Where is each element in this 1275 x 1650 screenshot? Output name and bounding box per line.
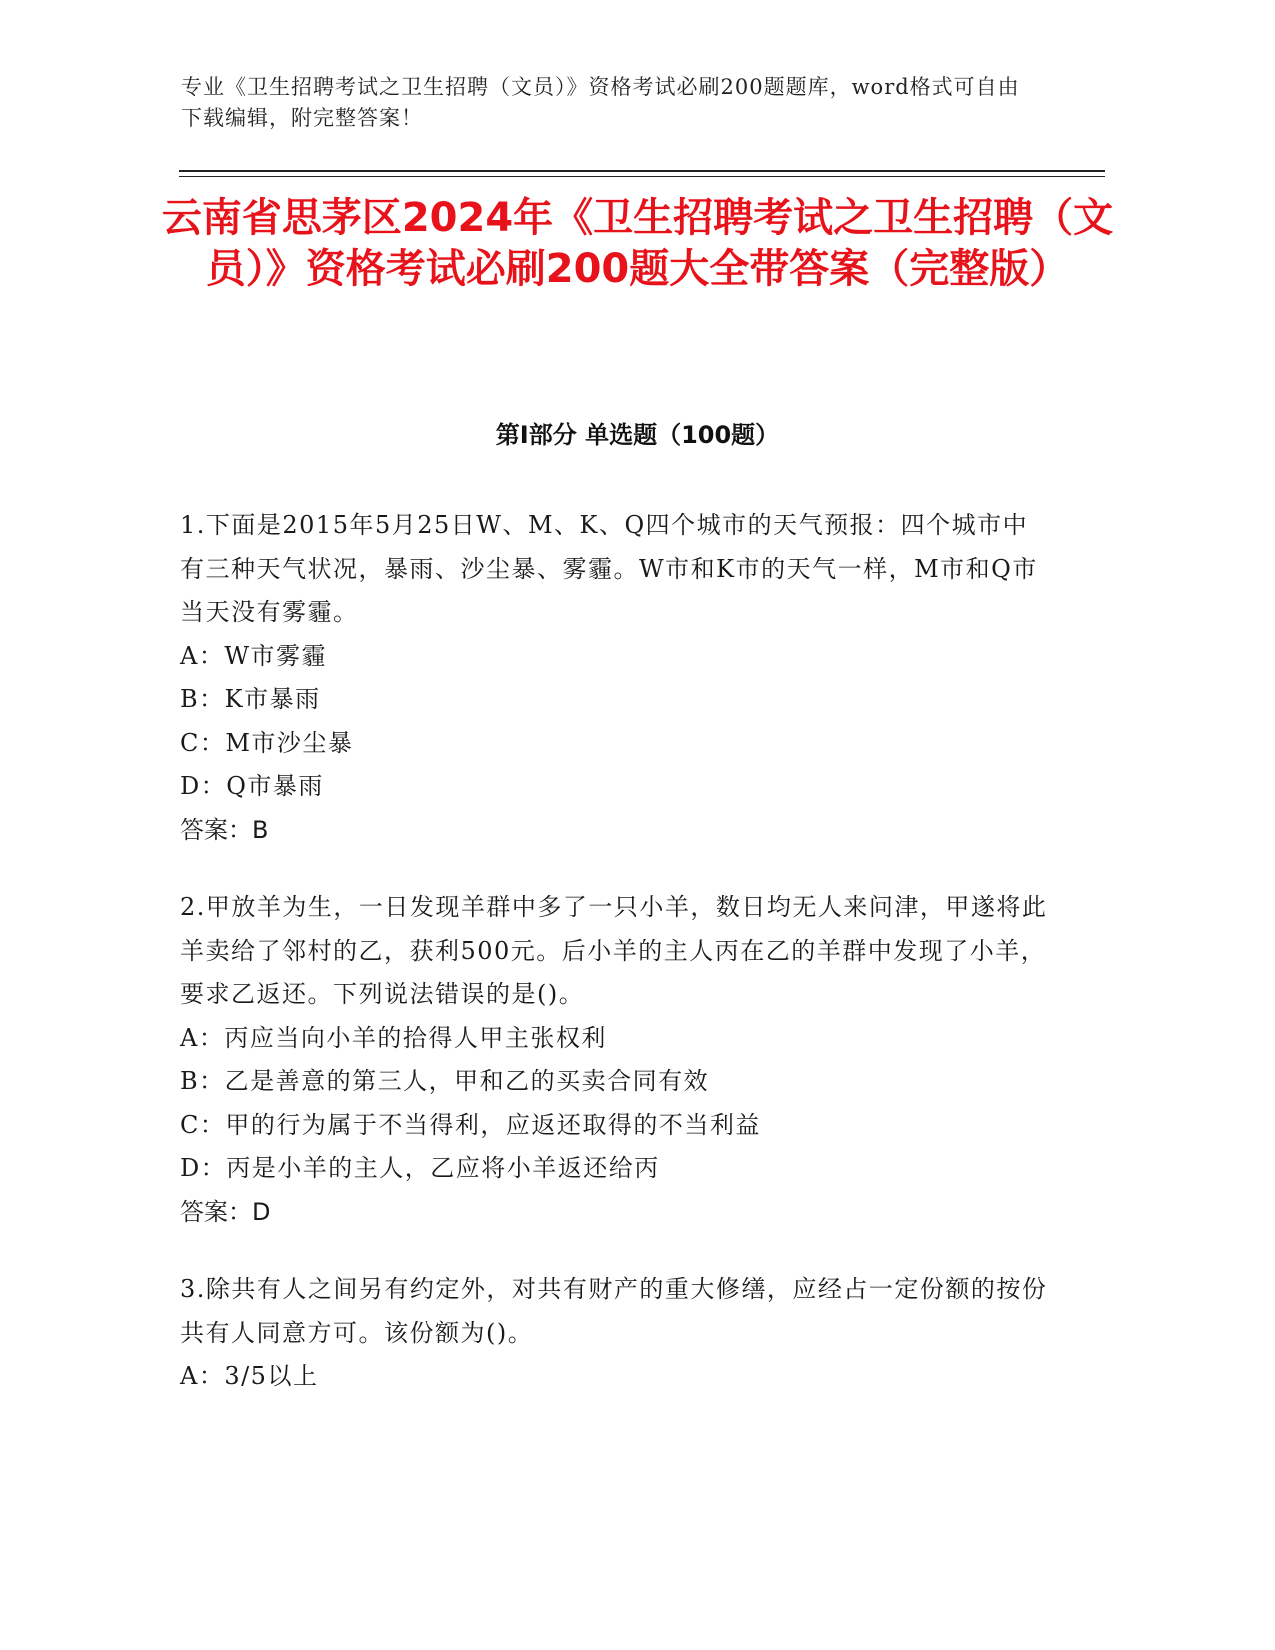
option-a: A：W市雾霾 bbox=[180, 641, 327, 670]
option-d: D：丙是小羊的主人，乙应将小羊返还给丙 bbox=[180, 1154, 660, 1182]
question-stem: 3.除共有人之间另有约定外，对共有财产的重大修缮，应经占一定份额的按份共有人同意方可。该份额为()。 bbox=[180, 1275, 1048, 1347]
option-a: A：丙应当向小羊的拾得人甲主张权利 bbox=[180, 1023, 607, 1052]
question-3 bbox=[180, 1268, 1050, 1399]
question-stem: 2.甲放羊为生，一日发现羊群中多了一只小羊，数日均无人来问津，甲遂将此羊卖给了邻村的乙，获利500元。后小羊的主人丙在乙的羊群中发现了小羊，要求乙返还。下列说法错误的是()。 bbox=[180, 893, 1048, 1008]
header-note: 专业《卫生招聘考试之卫生招聘（文员）》资格考试必刷200题题库，word格式可自由下载编辑，附完整答案！ bbox=[181, 75, 1020, 130]
option-c: C：甲的行为属于不当得利，应返还取得的不当利益 bbox=[180, 1110, 761, 1139]
header-divider-thin bbox=[179, 176, 1105, 177]
option-a: A：3/5以上 bbox=[180, 1362, 319, 1390]
answer-line: 答案：B bbox=[180, 815, 269, 844]
document-title: 云南省思茅区2024年《卫生招聘考试之卫生招聘（文员）》资格考试必刷200题大全带答案（完整版） bbox=[161, 195, 1114, 292]
section-heading: 第Ⅰ部分 单选题（100题） bbox=[495, 421, 780, 449]
question-list bbox=[180, 504, 1050, 1433]
option-c: C：M市沙尘暴 bbox=[180, 728, 354, 757]
answer-line: 答案：D bbox=[180, 1197, 271, 1226]
header-divider-thick bbox=[179, 170, 1105, 172]
question-2 bbox=[180, 886, 1050, 1234]
option-b: B：K市暴雨 bbox=[180, 685, 321, 713]
option-b: B：乙是善意的第三人，甲和乙的买卖合同有效 bbox=[180, 1067, 710, 1095]
question-1 bbox=[180, 504, 1050, 852]
question-stem: 1.下面是2015年5月25日W、M、K、Q四个城市的天气预报：四个城市中有三种天气状况，暴雨、沙尘暴、雾霾。W市和K市的天气一样，M市和Q市当天没有雾霾。 bbox=[180, 511, 1038, 626]
option-d: D：Q市暴雨 bbox=[180, 772, 324, 800]
